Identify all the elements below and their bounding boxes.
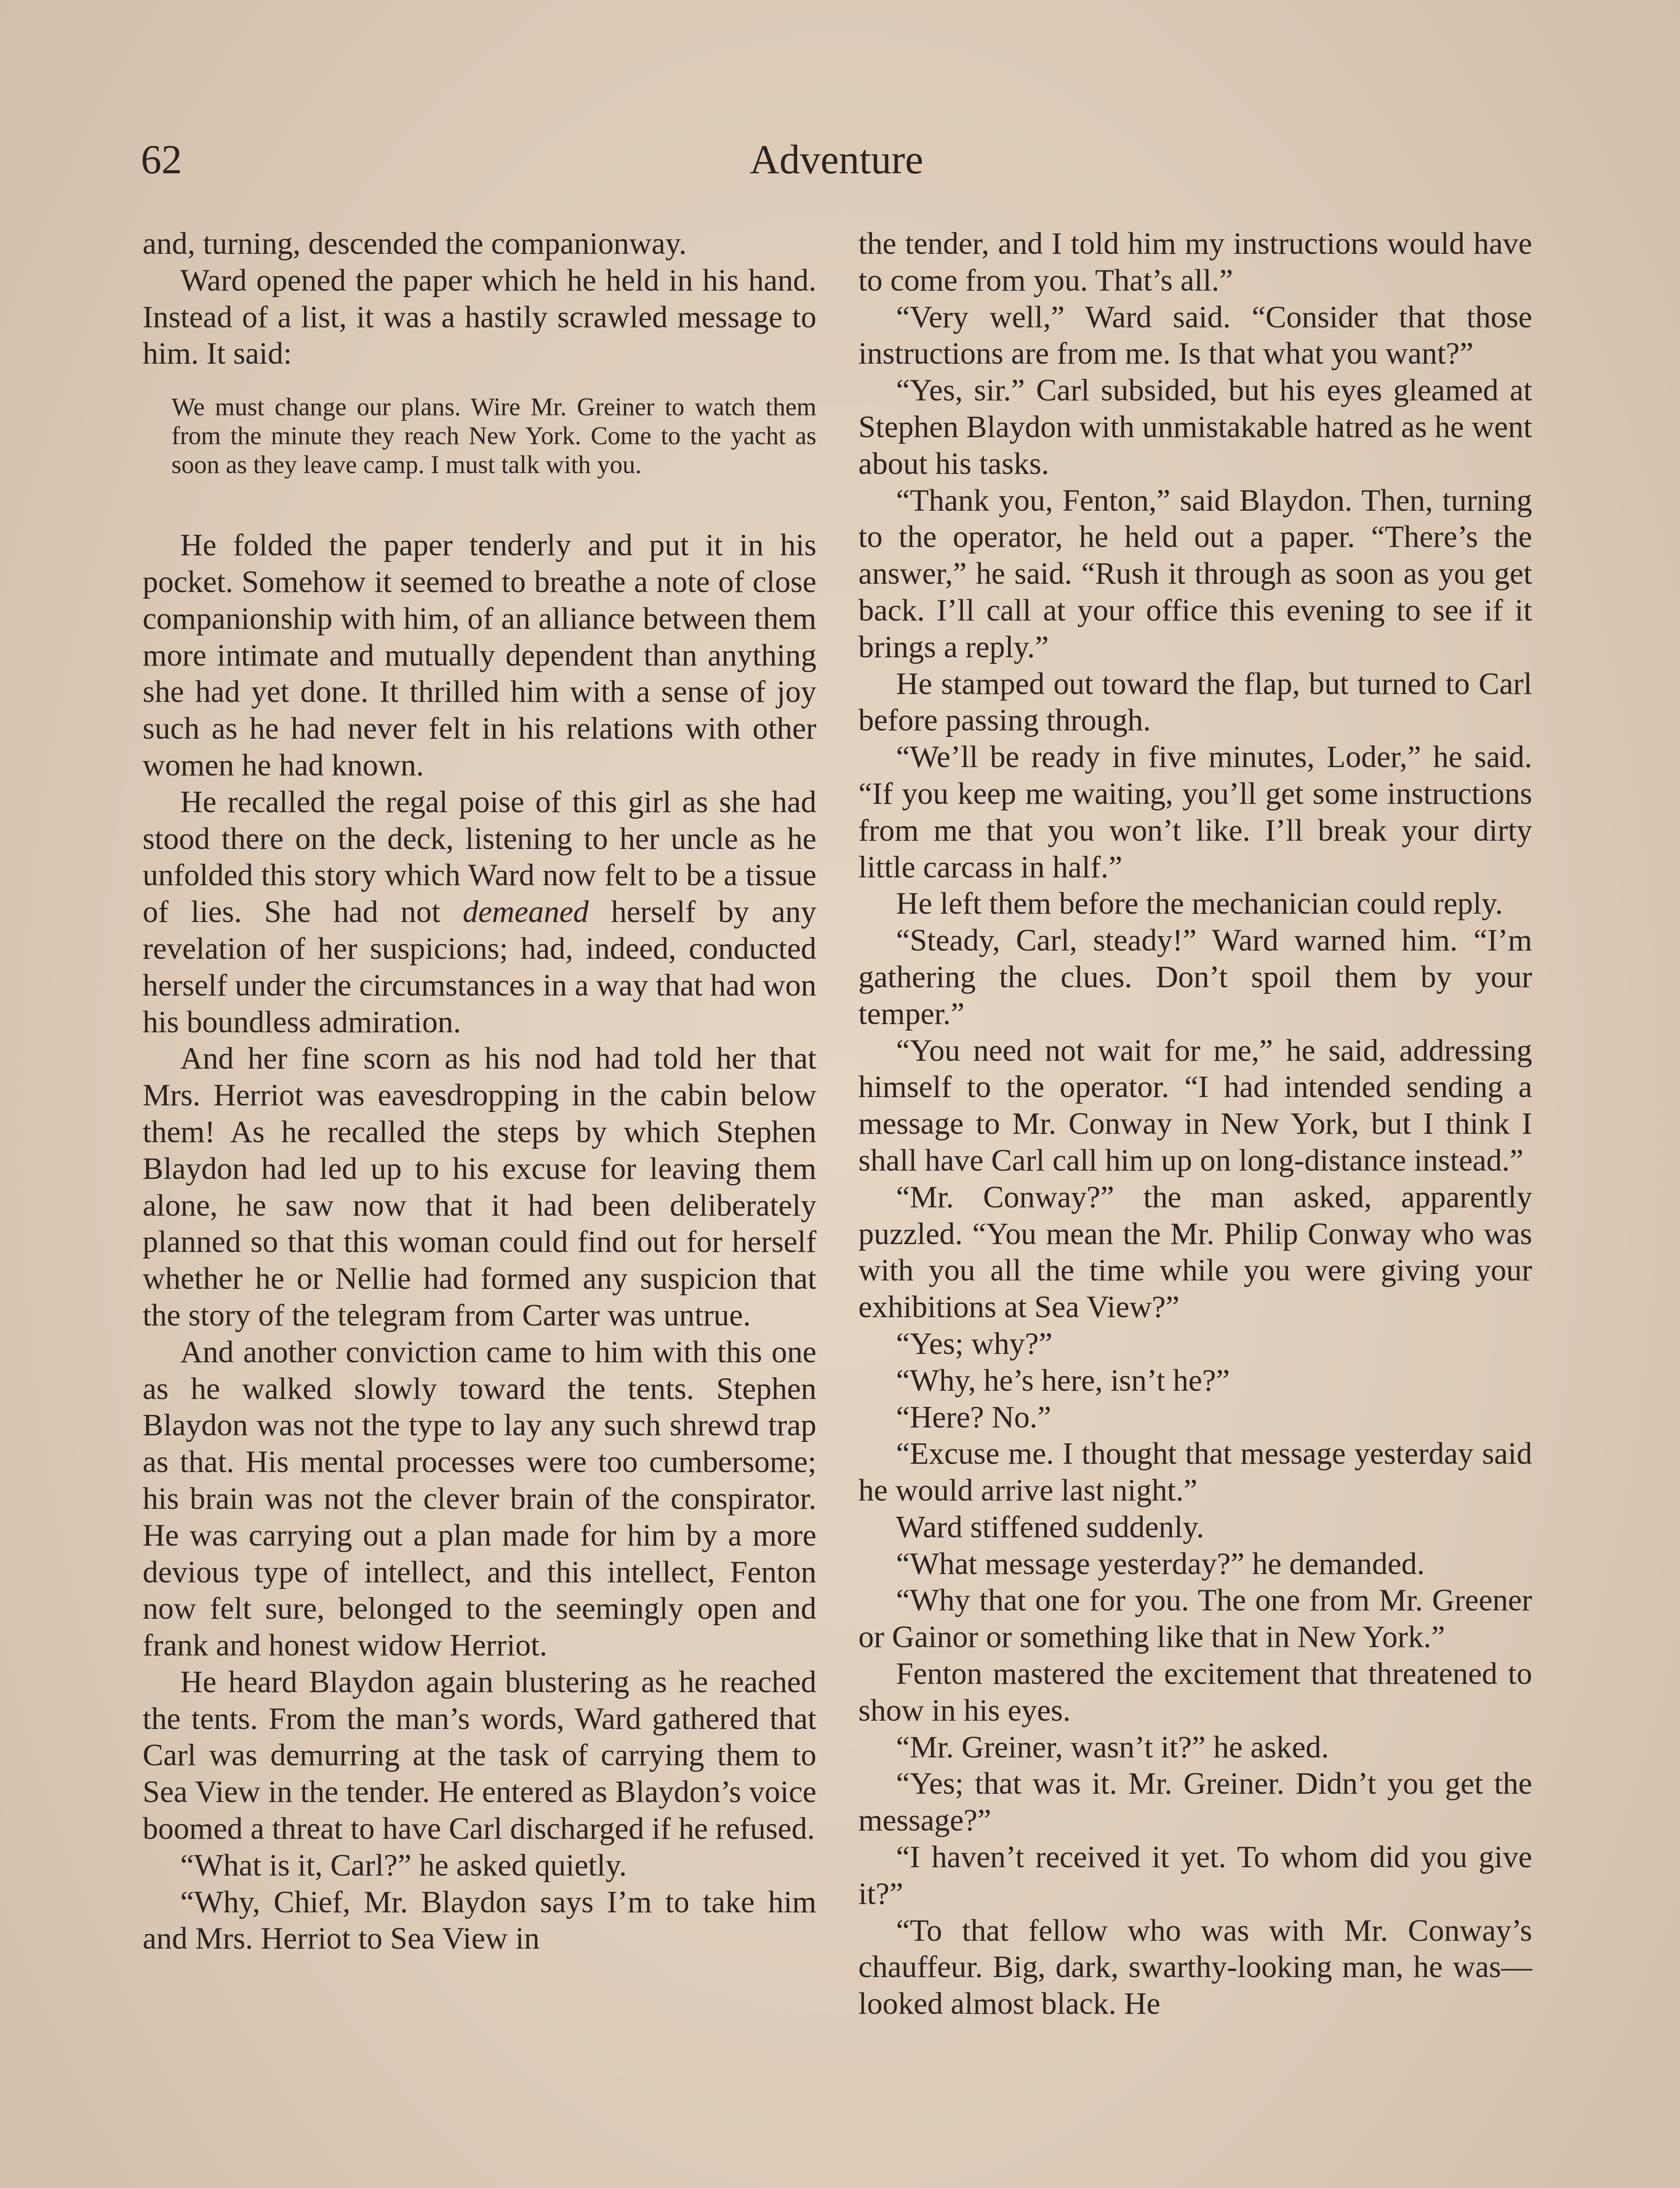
paragraph: “Why, he’s here, isn’t he?” [896,1363,1230,1398]
paragraph [143,784,816,1041]
paragraph: “Mr. Conway?” the man asked, apparently puzzled. “You mean the Mr. Philip Conway who was with you all the time while you were giving your exhibitions at Sea View?” [858,1180,1532,1325]
text-run: herself by any revelation of her suspicions; had, indeed, conducted herself under the circumstances in a way that had won his boundless admiration. [143,895,816,1039]
paragraph: “Here? No.” [896,1400,1051,1434]
paragraph: “To that fellow who was with Mr. Conway’s chauffeur. Big, dark, swarthy-looking man, he was—looked almost black. He [858,1913,1532,2021]
paragraph: “I haven’t received it yet. To whom did you give it?” [858,1840,1532,1911]
running-title: Adventure [749,137,924,182]
paragraph: “Thank you, Fenton,” said Blaydon. Then, turning to the operator, he held out a paper. “There’s the answer,” he said. “Rush it through as soon as you get back. I’ll call at your office this evening to see if it brings a reply.” [858,483,1532,664]
paragraph: He left them before the mechanician could reply. [896,887,1503,921]
paragraph: “We’ll be ready in five minutes, Loder,” he said. “If you keep me waiting, you’ll get some instructions from me that you won’t like. I’ll break your dirty little carcass in half.” [858,740,1532,884]
paragraph: “Yes; why?” [896,1326,1053,1361]
paragraph: “Mr. Greiner, wasn’t it?” he asked. [896,1730,1329,1764]
page-number: 62 [141,137,182,182]
paragraph: Ward stiffened suddenly. [896,1510,1204,1544]
paragraph: “Yes; that was it. Mr. Greiner. Didn’t you get the message?” [858,1767,1532,1838]
paragraph: He stamped out toward the flap, but turned to Carl before passing through. [858,666,1532,738]
paragraph: “Why that one for you. The one from Mr. Greener or Gainor or something like that in New York.” [858,1583,1532,1655]
paragraph: And another conviction came to him with this one as he walked slowly toward the tents. Stephen Blaydon was not the type to lay any such shrewd trap as that. His mental processes were too cumbersome; his brain was not the clever brain of the conspirator. He was carrying out a plan made for him by a more devious type of intellect, and this intellect, Fenton now felt sure, belonged to the seemingly open and frank and honest widow Herriot. [143,1335,816,1663]
paragraph: “Steady, Carl, steady!” Ward warned him. “I’m gathering the clues. Don’t spoil them by your temper.” [858,923,1532,1031]
left-column [143,226,816,1957]
paragraph: “Yes, sir.” Carl subsided, but his eyes gleamed at Stephen Blaydon with unmistakable hatred as he went about his tasks. [858,373,1532,481]
paragraph: “Very well,” Ward said. “Consider that those instructions are from me. Is that what you want?” [858,300,1532,371]
paragraph: He heard Blaydon again blustering as he reached the tents. From the man’s words, Ward gathered that Carl was demurring at the task of carrying them to Sea View in the tender. He entered as Blaydon’s voice boomed a threat to have Carl discharged if he refused. [143,1665,816,1846]
paragraph: “What is it, Carl?” he asked quietly. [180,1848,627,1883]
paragraph: “Why, Chief, Mr. Blaydon says I’m to take him and Mrs. Herriot to Sea View in [143,1885,816,1956]
paragraph: the tender, and I told him my instructions would have to come from you. That’s all.” [858,227,1532,298]
paragraph: “Excuse me. I thought that message yesterday said he would arrive last night.” [858,1437,1532,1508]
paragraph: “You need not wait for me,” he said, addressing himself to the operator. “I had intended sending a message to Mr. Conway in New York, but I think I shall have Carl call him up on long-distance instead.” [858,1033,1532,1178]
paragraph: Ward opened the paper which he held in his hand. Instead of a list, it was a hastily scrawled message to him. It said: [143,263,816,371]
page-header [141,131,1532,188]
paragraph: He folded the paper tenderly and put it in his pocket. Somehow it seemed to breathe a note of close companionship with him, of an alliance between them more intimate and mutually dependent than anything she had yet done. It thrilled him with a sense of joy such as he had never felt in his relations with other women he had known. [143,528,816,782]
emphasized-word: demeaned [462,895,589,929]
right-column [858,226,1532,2023]
paragraph: Fenton mastered the excitement that threatened to show in his eyes. [858,1657,1532,1728]
paragraph: “What message yesterday?” he demanded. [896,1546,1425,1581]
paragraph: And her fine scorn as his nod had told her that Mrs. Herriot was eavesdropping in the cabin below them! As he recalled the steps by which Stephen Blaydon had led up to his excuse for leaving them alone, he saw now that it had been deliberately planned so that this woman could find out for herself whether he or Nellie had formed any suspicion that the story of the telegram from Carter was untrue. [143,1041,816,1332]
scrawled-message: We must change our plans. Wire Mr. Greiner to watch them from the minute they reach New York. Come to the yacht as soon as they leave camp. I must talk with you. [172,393,816,479]
text-run: He recalled the regal poise of this girl as she had stood there on the deck, listening to her uncle as he unfolded this story which Ward now felt to be a tissue of lies. She had not [143,785,816,929]
paragraph: and, turning, descended the companionway. [143,227,687,261]
